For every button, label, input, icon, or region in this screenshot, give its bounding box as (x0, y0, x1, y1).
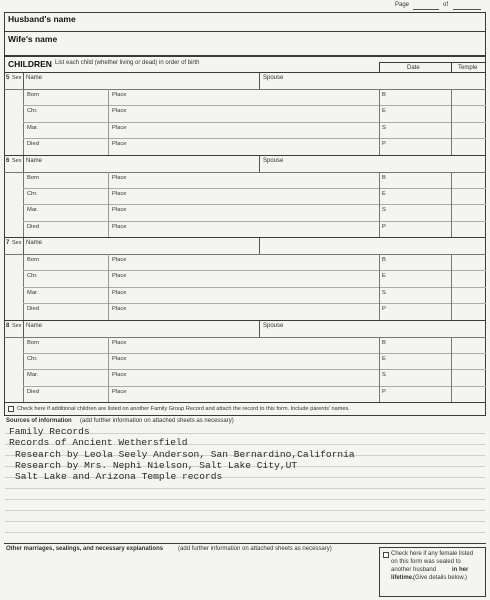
ordinance-date-field[interactable] (389, 106, 449, 120)
child-spouse-label: Spouse (263, 75, 284, 81)
female-sealed-checkbox[interactable] (383, 552, 389, 558)
sources-note: (add further information on attached sheets as necessary) (80, 418, 234, 424)
event-label: Mar. (27, 289, 39, 296)
other-marriages-field[interactable] (6, 556, 376, 596)
child-name-label: Name (26, 157, 43, 164)
ordinance-date-field[interactable] (389, 189, 449, 203)
ordinance-date-field[interactable] (389, 370, 449, 384)
child-spouse-field[interactable] (290, 73, 480, 88)
ordinance-temple-field[interactable] (453, 304, 483, 318)
ordinance-temple-field[interactable] (453, 189, 483, 203)
ordinance-letter: S (382, 207, 386, 214)
ordinance-temple-field[interactable] (453, 271, 483, 285)
page-field[interactable] (413, 9, 439, 10)
other-marriages-note: (add further information on attached sheets as necessary) (178, 546, 332, 552)
ordinance-letter: P (382, 306, 386, 313)
source-line: Research by Mrs. Nephi Nielson, Salt Lake City,UT (15, 460, 298, 471)
husband-name-label: Husband's name (8, 14, 76, 24)
child-number: 8 (6, 322, 10, 329)
place-label: Place (112, 190, 127, 197)
children-instruction: List each child (whether living or dead) in order of birth (55, 60, 200, 66)
event-label: Born (27, 257, 40, 263)
ordinance-date-field[interactable] (389, 205, 449, 219)
child-name-field[interactable] (50, 321, 255, 336)
event-label: Born (27, 92, 40, 98)
place-label: Place (112, 108, 127, 115)
ordinance-letter: B (382, 92, 386, 98)
ordinance-date-field[interactable] (389, 288, 449, 302)
child-number: 7 (6, 240, 10, 246)
place-label: Place (112, 174, 127, 181)
event-label: Died (27, 141, 39, 148)
place-label: Place (112, 207, 127, 214)
event-place-field[interactable] (130, 189, 375, 203)
place-label: Place (112, 92, 127, 98)
place-label: Place (112, 257, 127, 263)
place-label: Place (112, 273, 127, 280)
child-spouse-label: Spouse (263, 157, 284, 164)
ordinance-temple-field[interactable] (453, 222, 483, 236)
sex-label: Sex (12, 157, 22, 164)
ordinance-date-field[interactable] (389, 173, 449, 187)
ordinance-letter: S (382, 372, 386, 379)
event-label: Chr. (27, 273, 38, 280)
place-label: Place (112, 306, 127, 313)
sources-label: Sources of information (6, 418, 72, 424)
husband-name-field[interactable] (80, 14, 480, 30)
event-place-field[interactable] (130, 106, 375, 120)
child-spouse-field[interactable] (290, 156, 480, 171)
event-label: Mar. (27, 207, 39, 214)
col-date-label: Date (407, 65, 420, 71)
event-label: Born (27, 174, 40, 181)
child-name-label: Name (26, 322, 43, 329)
source-line: Family Records (9, 426, 90, 437)
event-label: Died (27, 388, 39, 395)
ordinance-date-field[interactable] (389, 255, 449, 269)
ordinance-letter: S (382, 124, 386, 131)
page-label: Page (395, 2, 410, 8)
ordinance-temple-field[interactable] (453, 354, 483, 368)
ordinance-temple-field[interactable] (453, 288, 483, 302)
place-label: Place (112, 141, 127, 148)
event-place-field[interactable] (130, 387, 375, 401)
child-spouse-field[interactable] (290, 321, 480, 336)
ordinance-letter: P (382, 141, 386, 148)
place-label: Place (112, 388, 127, 395)
event-label: Died (27, 223, 39, 230)
event-label: Chr. (27, 108, 38, 115)
child-name-field[interactable] (50, 73, 255, 88)
ordinance-letter: P (382, 388, 386, 395)
child-name-field[interactable] (50, 156, 255, 171)
sex-label: Sex (12, 322, 22, 329)
ordinance-date-field[interactable] (389, 271, 449, 285)
event-place-field[interactable] (130, 173, 375, 187)
event-place-field[interactable] (130, 370, 375, 384)
source-line: Salt Lake and Arizona Temple records (15, 471, 223, 482)
event-place-field[interactable] (130, 354, 375, 368)
ordinance-date-field[interactable] (389, 123, 449, 137)
of-field[interactable] (453, 9, 481, 10)
ordinance-temple-field[interactable] (453, 173, 483, 187)
event-place-field[interactable] (130, 90, 375, 104)
ordinance-letter: E (382, 355, 386, 362)
ordinance-temple-field[interactable] (453, 387, 483, 401)
place-label: Place (112, 289, 127, 296)
event-place-field[interactable] (130, 205, 375, 219)
event-place-field[interactable] (130, 123, 375, 137)
additional-children-text: Check here if additional children are listed on another Family Group Record and attach the record to this form. Include parents' names. (17, 406, 350, 412)
place-label: Place (112, 372, 127, 379)
ordinance-date-field[interactable] (389, 338, 449, 352)
event-place-field[interactable] (130, 288, 375, 302)
event-label: Chr. (27, 355, 38, 362)
other-marriages-label: Other marriages, sealings, and necessary explanations (6, 546, 164, 552)
event-place-field[interactable] (130, 139, 375, 153)
source-line: Records of Ancient Wethersfield (9, 437, 188, 448)
event-label: Born (27, 339, 40, 346)
ordinance-temple-field[interactable] (453, 255, 483, 269)
child-spouse-label: Spouse (263, 322, 284, 329)
event-place-field[interactable] (130, 338, 375, 352)
ordinance-date-field[interactable] (389, 304, 449, 318)
ordinance-letter: B (382, 257, 386, 263)
col-temple-label: Temple (458, 65, 478, 71)
event-label: Chr. (27, 190, 38, 197)
ordinance-date-field[interactable] (389, 354, 449, 368)
child-name-label: Name (26, 75, 43, 81)
event-place-field[interactable] (130, 255, 375, 269)
ordinance-temple-field[interactable] (453, 205, 483, 219)
event-label: Mar. (27, 124, 39, 131)
ordinance-temple-field[interactable] (453, 139, 483, 153)
ordinance-temple-field[interactable] (453, 338, 483, 352)
ordinance-date-field[interactable] (389, 222, 449, 236)
ordinance-letter: B (382, 339, 386, 346)
additional-children-checkbox[interactable] (8, 406, 14, 412)
source-line: Research by Leola Seely Anderson, San Bernardino,California (15, 449, 355, 460)
ordinance-temple-field[interactable] (453, 370, 483, 384)
wife-name-label: Wife's name (8, 34, 58, 44)
children-title: CHILDREN (8, 59, 52, 69)
event-label: Died (27, 306, 39, 313)
ordinance-date-field[interactable] (389, 387, 449, 401)
ordinance-letter: E (382, 273, 386, 280)
ordinance-letter: B (382, 174, 386, 181)
ordinance-letter: S (382, 289, 386, 296)
ordinance-temple-field[interactable] (453, 123, 483, 137)
ordinance-letter: E (382, 190, 386, 197)
sex-label: Sex (12, 240, 22, 246)
place-label: Place (112, 339, 127, 346)
child-number: 5 (6, 75, 10, 81)
event-label: Mar. (27, 372, 39, 379)
ordinance-date-field[interactable] (389, 139, 449, 153)
child-number: 6 (6, 157, 10, 164)
place-label: Place (112, 124, 127, 131)
wife-name-field[interactable] (60, 34, 480, 50)
place-label: Place (112, 223, 127, 230)
ordinance-date-field[interactable] (389, 90, 449, 104)
ordinance-temple-field[interactable] (453, 90, 483, 104)
event-place-field[interactable] (130, 304, 375, 318)
child-name-field[interactable] (50, 238, 255, 253)
ordinance-temple-field[interactable] (453, 106, 483, 120)
event-place-field[interactable] (130, 271, 375, 285)
place-label: Place (112, 355, 127, 362)
child-name-label: Name (26, 240, 43, 246)
of-label: of (443, 2, 449, 8)
sex-label: Sex (12, 75, 22, 81)
event-place-field[interactable] (130, 222, 375, 236)
ordinance-letter: E (382, 108, 386, 115)
ordinance-letter: P (382, 223, 386, 230)
